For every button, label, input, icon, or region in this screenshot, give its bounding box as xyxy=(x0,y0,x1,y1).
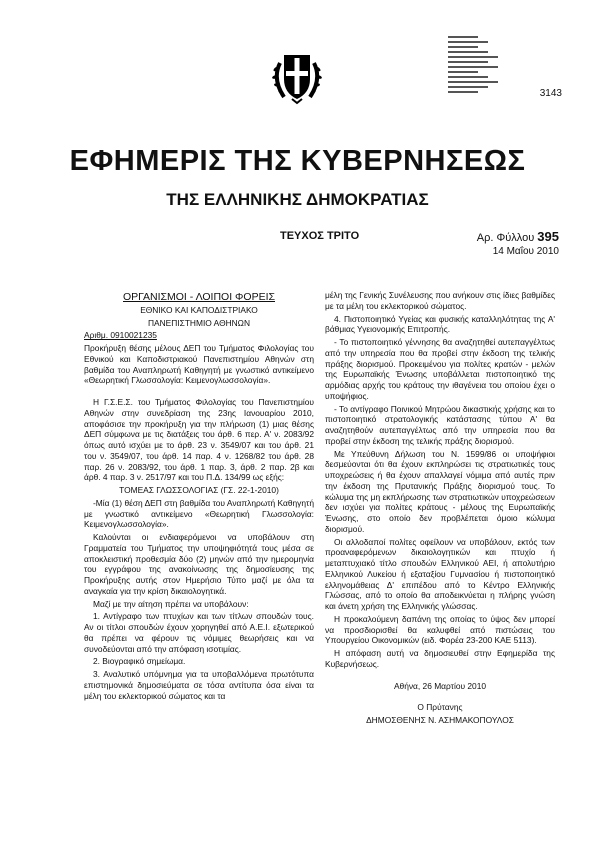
paragraph: - Το αντίγραφο Ποινικού Μητρώου δικαστικής χρήσης και το πιστοποιητικό στρατολογικής κατάστασης τύπου Α' θα αναζητηθούν αυτεπαγγέλτως από την υπηρεσία που θα προβεί στην έκδοση της τελικής πράξης διορισμού. xyxy=(325,403,555,446)
issue-label: ΤΕΥΧΟΣ ΤΡΙΤΟ xyxy=(280,230,360,242)
paragraph: Η προκαλούμενη δαπάνη της οποίας το ύψος δεν μπορεί να προσδιορισθεί θα καλυφθεί από πιστώσεις του Υπουργείου Οικονομικών (ειδ. Φορέα 23-200 ΚΑΕ 5113). xyxy=(325,613,555,646)
reference-number: Αριθμ. 0910021235 xyxy=(84,330,157,341)
section-title: ΟΡΓΑΝΙΣΜΟΙ - ΛΟΙΠΟΙ ΦΟΡΕΙΣ xyxy=(123,291,275,303)
sheet-number: 395 xyxy=(537,229,559,244)
paragraph: Οι αλλοδαποί πολίτες οφείλουν να υποβάλουν, εκτός των προαναφερόμενων δικαιολογητικών και πτυχίο ή μεταπτυχιακό τίτλο σπουδών Ελληνικού ΑΕΙ, ή απολυτήριο Ελληνικού Λυκείου ή εξαταξίου Γυμνασίου ή πιστοποιητικό ελληνομάθειας Δ' επιπέδου από το Κέντρο Ελληνικής Γλώσσας, από το οποίο θα αποδεικνύεται η πλήρης γνώση και άνετη χρήση της Ελληνικής γλώσσας. xyxy=(325,536,555,611)
gazette-subtitle: ΤΗΣ ΕΛΛΗΝΙΚΗΣ ΔΗΜΟΚΡΑΤΙΑΣ xyxy=(166,190,429,209)
gazette-title: ΕΦΗΜΕΡΙΣ ΤΗΣ ΚΥΒΕΡΝΗΣΕΩΣ xyxy=(69,145,526,177)
paragraph: Μαζί με την αίτηση πρέπει να υποβάλουν: xyxy=(93,598,249,609)
paragraph: -Μία (1) θέση ΔΕΠ στη βαθμίδα του Αναπληρωτή Καθηγητή με γνωστικό αντικείμενο «Θεωρητική Γλωσσολογία: Κειμενογλωσσολογία». xyxy=(84,497,314,530)
university-line-2: ΠΑΝΕΠΙΣΤΗΜΙΟ ΑΘΗΝΩΝ xyxy=(148,317,250,328)
paragraph: Προκήρυξη θέσης μέλους ΔΕΠ του Τμήματος Φιλολογίας του Εθνικού και Καποδιστριακού Πανεπιστημίου Αθηνών στη βαθμίδα του Αναπληρωτή Καθηγητή με γνωστικό αντικείμενο «Θεωρητική Γλωσσολογία: Κειμενογλωσσολογία». xyxy=(84,343,314,386)
signer-name: ΔΗΜΟΣΘΕΝΗΣ Ν. ΑΣΗΜΑΚΟΠΟΥΛΟΣ xyxy=(366,715,514,725)
left-column xyxy=(84,292,314,703)
place-date: Αθήνα, 26 Μαρτίου 2010 xyxy=(393,680,487,691)
paragraph: Με Υπεύθυνη Δήλωση του Ν. 1599/86 οι υποψήφιοι δεσμεύονται ότι θα έχουν εκπληρώσει τις στρατιωτικές τους υποχρεώσεις ή θα έχουν απαλλαγεί νόμιμα από αυτές πριν την έκδοση της Πρυτανικής Πράξης διορισμού τους. Το κώλυμα της μη εκπλήρωσης των στρατιωτικών υποχρεώσεων δεν ισχύει για πολίτες κράτους - μέλους της Ευρωπαϊκής Ένωσης, στο οποίο δεν προβλέπεται όμοιο κώλυμα διορισμού. xyxy=(325,448,555,534)
greek-coat-of-arms-icon xyxy=(270,45,324,105)
sheet-number-block xyxy=(477,229,559,244)
issue-date: 14 Μαΐου 2010 xyxy=(492,246,559,257)
paragraph: 2. Βιογραφικό σημείωμα. xyxy=(93,656,186,667)
paragraph: Καλούνται οι ενδιαφερόμενοι να υποβάλουν στη Γραμματεία του Τμήματος την υποψηφιότητά τους μέσα σε αποκλειστική προθεσμία δύο (2) μηνών από την ημερομηνία του εγγράφου της ανακοίνωσης της δημοσίευσης της Προκήρυξης αυτής στον Ημερήσιο Τύπο μαζί με όλα τα αναγκαία για την κρίση δικαιολογητικά. xyxy=(84,532,314,596)
sheet-label: Αρ. Φύλλου xyxy=(476,232,535,244)
right-column xyxy=(325,290,555,728)
paragraph: 3. Αναλυτικό υπόμνημα για τα υποβαλλόμενα πρωτότυπα επιστημονικά δημοσιεύματα σε τόσα αντίτυπα όσα είναι τα μέλη του εκλεκτορικού σώματος και τα xyxy=(84,669,314,701)
paragraph: μέλη της Γενικής Συνέλευσης που ανήκουν στις ίδιες βαθμίδες με τα μέλη του εκλεκτορικού σώματος. xyxy=(325,290,555,311)
signer-title: Ο Πρύτανης xyxy=(417,702,463,713)
paragraph: 1. Αντίγραφο των πτυχίων και των τίτλων σπουδών τους. Αν οι τίτλοι σπουδών έχουν χορηγηθεί από Α.Ε.Ι. εξωτερικού θα πρέπει να φέρουν τις νόμιμες θεωρήσεις και να συνοδεύονται από την απόφαση ισοτιμίας. xyxy=(84,611,314,654)
university-line-1: ΕΘΝΙΚΟ ΚΑΙ ΚΑΠΟΔΙΣΤΡΙΑΚΟ xyxy=(140,304,258,315)
paragraph: 4. Πιστοποιητικό Υγείας και φυσικής καταλληλότητας της Α' βάθμιας Υγειονομικής Επιτροπής. xyxy=(325,313,555,335)
printing-office-stamp xyxy=(448,33,498,103)
page-number: 3143 xyxy=(539,88,562,99)
paragraph: Η απόφαση αυτή να δημοσιευθεί στην Εφημερίδα της Κυβερνήσεως. xyxy=(325,648,555,669)
sector-heading: ΤΟΜΕΑΣ ΓΛΩΣΣΟΛΟΓΙΑΣ (ΓΣ. 22-1-2010) xyxy=(119,485,279,495)
paragraph: Η Γ.Σ.Ε.Σ. του Τμήματος Φιλολογίας του Πανεπιστημίου Αθηνών στην συνεδρίαση της 23ης Ιανουαρίου 2010, αποφάσισε την προκήρυξη για την πλήρωση (1) μιας θέσης ΔΕΠ σύμφωνα με τις διατάξεις του άρθ. 6 περ. Α' ν. 2083/92 όπως αυτό ισχύει με το άρθ. 23 ν. 3549/07 και του άρθ. 21 του ν. 3549/07, του άρθ. 14 παρ. 4 ν. 1268/82 του άρθ. 28 παρ. 26 ν. 2083/92, του άρθ. 1 παρ. 3, άρθ. 2 παρ. 2β και άρθ. 4 παρ. 3 ν. 2517/97 και του Π.Δ. 134/99 ως εξής: xyxy=(84,397,314,483)
paragraph: - Το πιστοποιητικό γέννησης θα αναζητηθεί αυτεπαγγέλτως από την υπηρεσία που θα προβεί στην έκδοση της τελικής πράξης διορισμού. Προκειμένου για πολίτες κρατών - μελών της Ευρωπαϊκής Ένωσης υποβάλλεται πιστοποιητικό της αρμόδιας αρχής του κράτους την ιθαγένεια του οποίου έχει ο υποψήφιος. xyxy=(325,337,555,401)
